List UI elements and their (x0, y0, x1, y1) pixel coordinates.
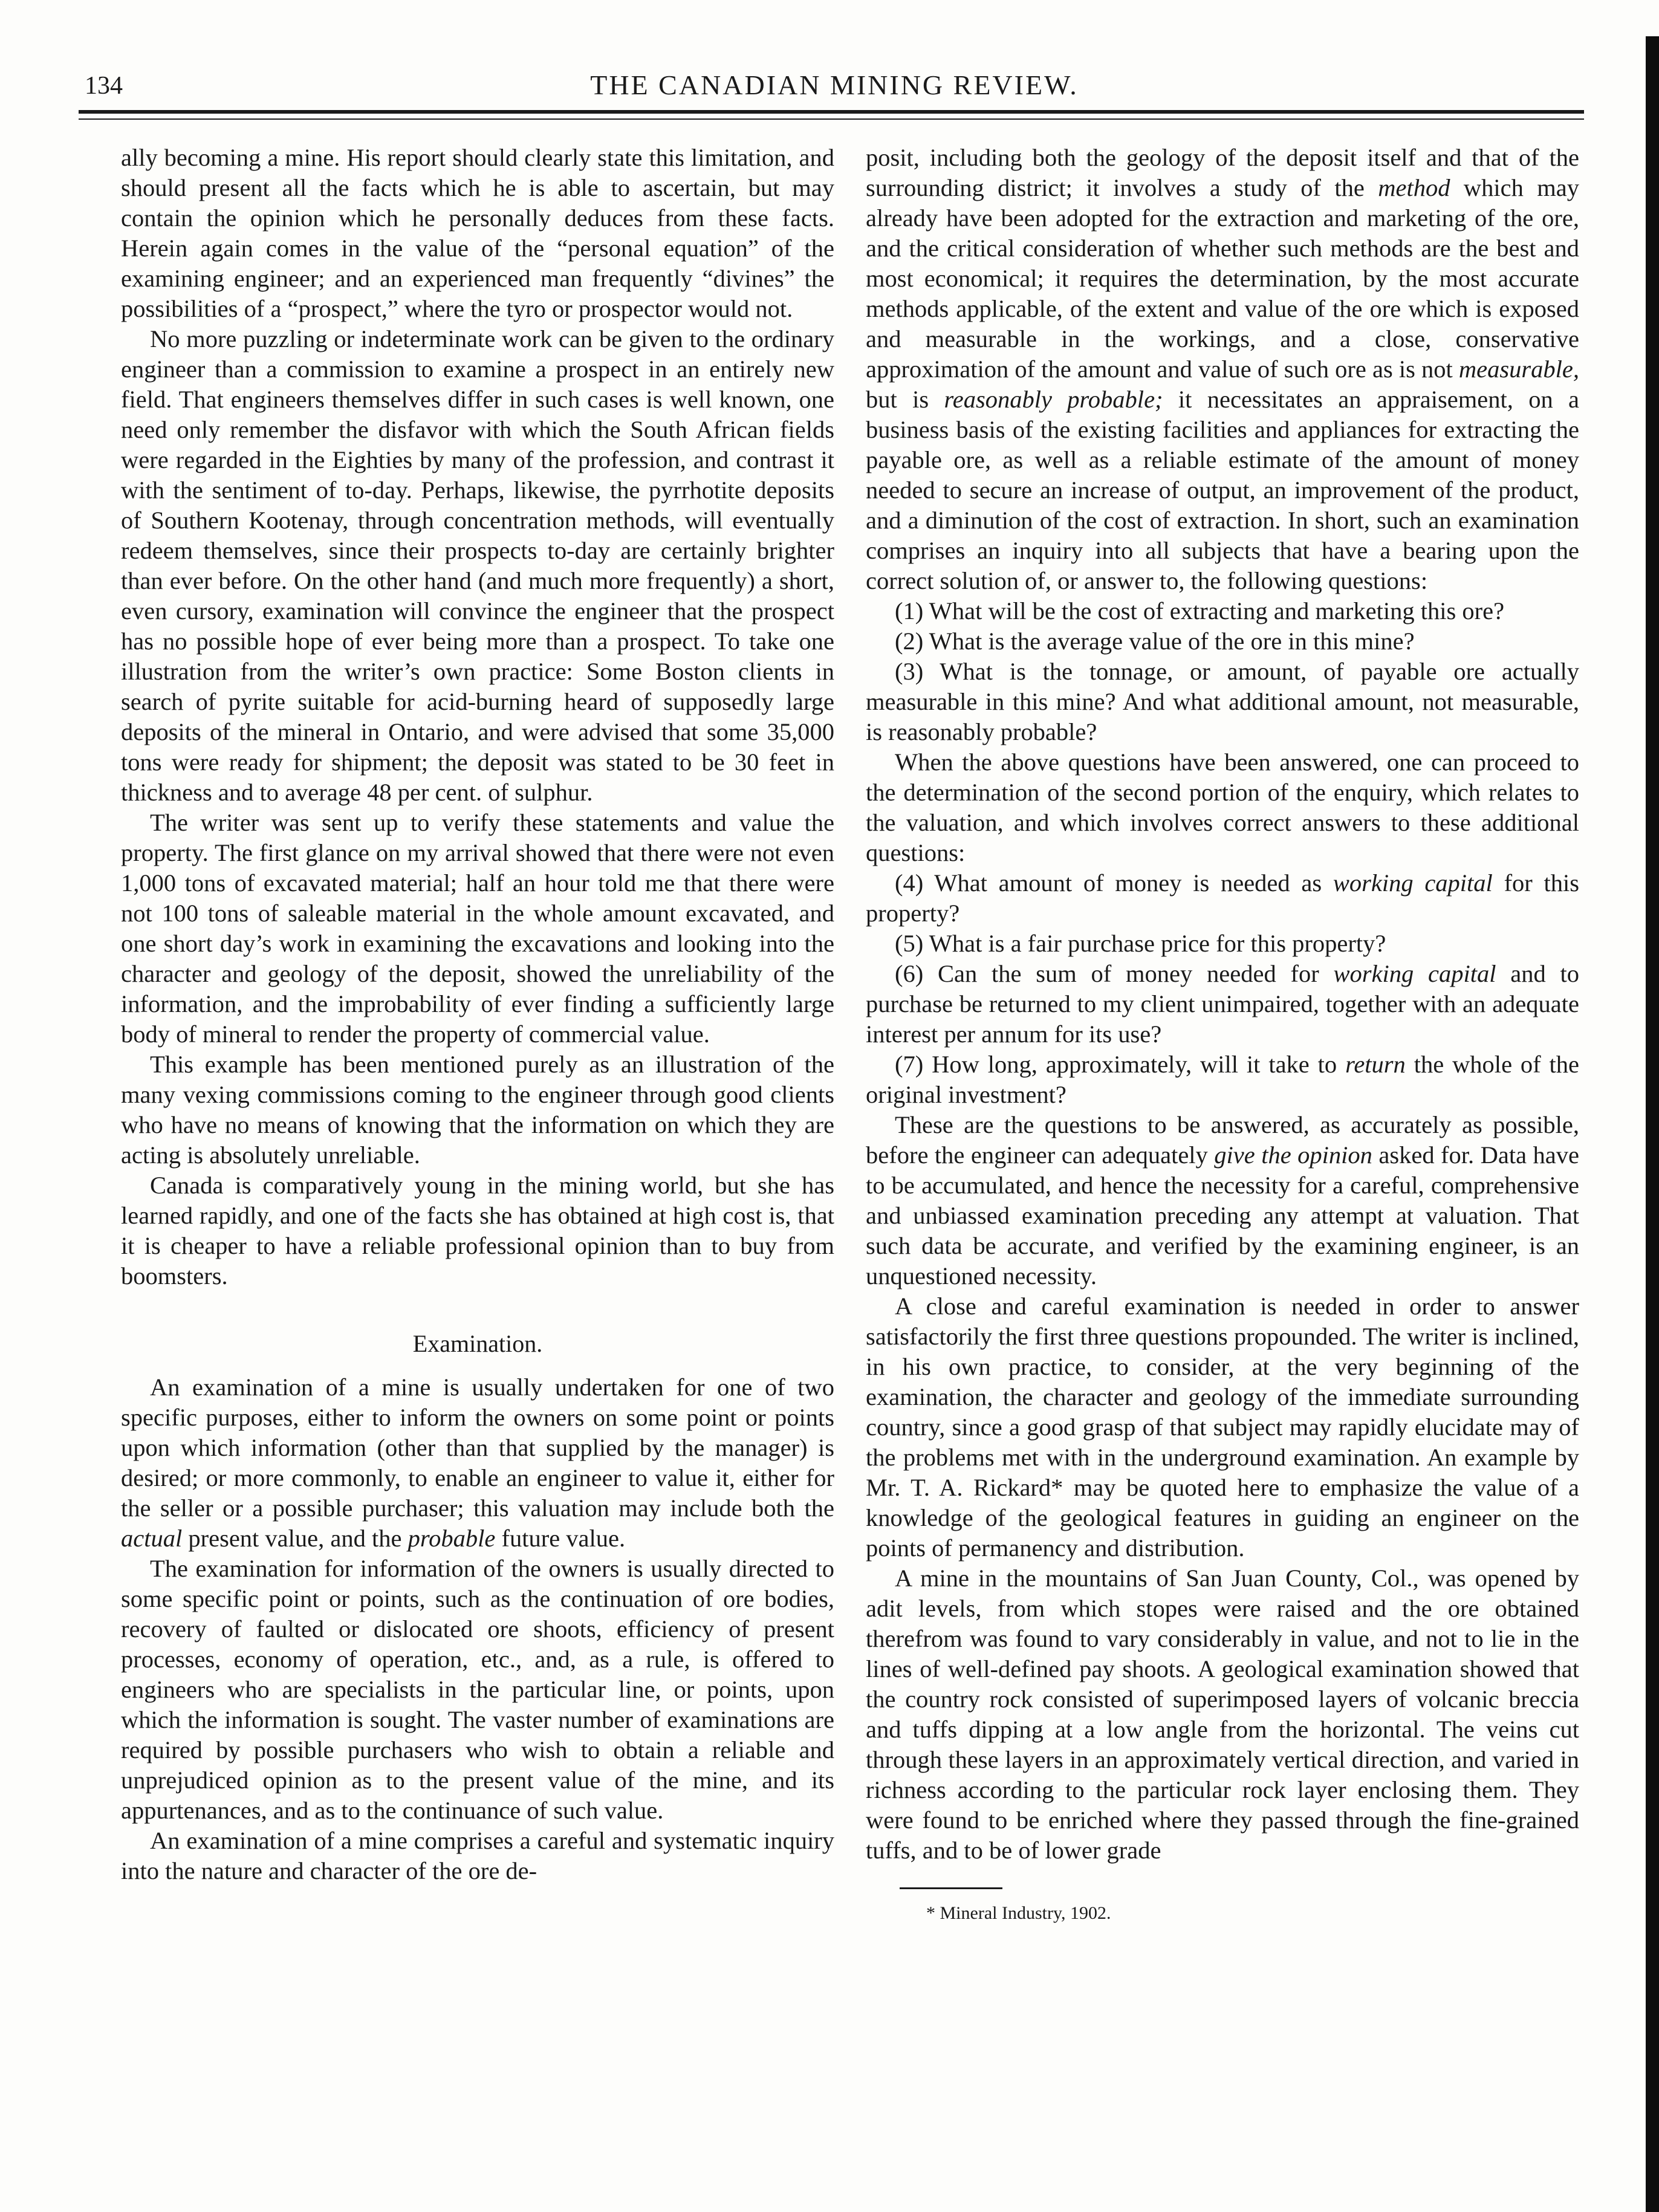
page-number: 134 (85, 72, 123, 100)
paragraph: The writer was sent up to verify these statements and value the property. The first glance on my arrival showed that there were not even 1,000 tons of excavated material; half an hour told me that there were not 100 tons of saleable material in the whole amount excavated, and one short day’s work in examining the excavations and looking into the character and geology of the deposit, showed the unreliability of the information, and the improbability of ever finding a sufficiently large body of mineral to render the property of commercial value. (121, 809, 834, 1048)
footnote: * Mineral Industry, 1902. (926, 1903, 1111, 1923)
paragraph: An examination of a mine comprises a careful and systematic inquiry into the nature and character of the ore de- (121, 1827, 834, 1884)
text-run: which may already have been adopted for the extraction and marketing of the ore, and the critical consideration of whether such methods are the best and most economical; it requires the determination, by the most accurate methods applicable, of the extent and value of the ore which is exposed and measurable in the workings, and a close, conservative approximation of the amount and value of such ore as is not (866, 174, 1579, 383)
text-run: but is (866, 386, 929, 413)
scan-edge-shadow (1646, 36, 1659, 2212)
text-run: it necessitates an appraisement, on a business basis of the existing facilities and appliances for extracting the payable ore, as well as a reliable estimate of the amount of money needed to secure an increase of output, an improvement of the product, and a diminution of the cost of extraction. In short, such an examination comprises an inquiry into all subjects that have a bearing upon the correct solution of, or answer to, the following questions: (866, 386, 1580, 594)
paragraph (121, 1372, 834, 1554)
page-header (79, 65, 1590, 114)
header-rule-thick (79, 110, 1584, 114)
text-run: present value, and the (188, 1525, 402, 1552)
text-run: future value. (501, 1525, 626, 1552)
paragraph: A mine in the mountains of San Juan County, Col., was opened by adit levels, from which stopes were raised and the ore obtained therefrom was found to vary considerably in value, and not to lie in the lines of well-defined pay shoots. A geological examination showed that the country rock consisted of superimposed layers of volcanic breccia and tuffs dipping at a low angle from the horizontal. The veins cut through these layers in an approximately vertical direction, and varied in richness according to the particular rock layer enclosing them. They were found to be enriched where they passed through the fine-grained tuffs, and to be of lower grade (866, 1565, 1579, 1864)
text-run: An examination of a mine is usually undertaken for one of two specific purposes, either to inform the owners on some point or points upon which information (other than that supplied by the manager) is desired; or more commonly, to enable an engineer to value it, either for the seller or a possible purchaser; this valuation may include both the (121, 1374, 834, 1522)
paragraph: Canada is comparatively young in the mining world, but she has learned rapidly, and one of the facts she has obtained at high cost is, that it is cheaper to have a reliable professional opinion than to buy from boomsters. (121, 1172, 834, 1289)
text-run: These are the questions to be answered, as accurately as possible, before the engineer can adequately (866, 1111, 1579, 1169)
paragraph (866, 1110, 1579, 1291)
left-column (121, 143, 834, 1886)
text-run: (7) How long, approximately, will it take to (895, 1051, 1337, 1078)
italic-run: actual (121, 1525, 183, 1552)
section-heading: Examination. (412, 1330, 543, 1357)
paragraph: No more puzzling or indeterminate work can be given to the ordinary engineer than a commission to examine a prospect in an entirely new field. That engineers themselves differ in such cases is well known, one need only remember the disfavor with which the South African fields were regarded in the Eighties by many of the profession, and contrast it with the sentiment of to-day. Perhaps, likewise, the pyrrhotite deposits of Southern Kootenay, through concentration methods, will eventually redeem themselves, since their prospects to-day are certainly brighter than ever before. On the other hand (and much more frequently) a short, even cursory, examination will convince the engineer that the prospect has no possible hope of ever being more than a prospect. To take one illustration from the writer’s own practice: Some Boston clients in search of pyrite suitable for acid-burning heard of supposedly large deposits of the mineral in Ontario, and were advised that some 35,000 tons were ready for shipment; the deposit was stated to be 30 feet in thickness and to average 48 per cent. of sulphur. (121, 325, 834, 806)
italic-run: reasonably probable; (944, 386, 1163, 413)
text-run: asked for. Data have to be accumulated, and hence the necessity for a careful, comprehensive and unbiassed examination preceding any attempt at valuation. That such data be accurate, and verified by the examining engineer, is an unquestioned necessity. (866, 1141, 1580, 1289)
paragraph: A close and careful examination is needed in order to answer satisfactorily the first three questions propounded. The writer is inclined, in his own practice, to consider, at the very beginning of the examination, the character and geology of the immediate surrounding country, since a good grasp of that subject may rapidly elucidate may of the problems met with in the underground examination. An example by Mr. T. A. Rickard* may be quoted here to emphasize the value of a knowledge of the geological features in guiding an engineer on the points of permanency and distribution. (866, 1292, 1579, 1562)
text-run: (6) Can the sum of money needed for (895, 960, 1319, 987)
journal-title: THE CANADIAN MINING REVIEW. (590, 70, 1079, 100)
question-1: (1) What will be the cost of extracting and marketing this ore? (895, 597, 1505, 624)
paragraph: This example has been mentioned purely as an illustration of the many vexing commissions coming to the engineer through good clients who have no means of knowing that the information on which they are acting is absolutely unreliable. (121, 1051, 834, 1169)
text-run: for this property? (866, 869, 1580, 927)
paragraph: ally becoming a mine. His report should clearly state this limitation, and should present all the facts which he is able to ascertain, but may contain the opinion which he personally deduces from these facts. Herein again comes in the value of the “personal equation” of the examining engineer; and an experienced man frequently “divines” the possibilities of a “prospect,” where the tyro or prospector would not. (121, 144, 834, 322)
text-run: the whole of the original investment? (866, 1051, 1580, 1108)
italic-run: method (1378, 174, 1450, 201)
italic-run: probable (407, 1525, 496, 1552)
question-3: (3) What is the tonnage, or amount, of payable ore actually measurable in this mine? And what additional amount, not measurable, is reasonably probable? (866, 658, 1579, 745)
italic-run: return (1345, 1051, 1406, 1078)
italic-run: measurable, (1458, 355, 1579, 383)
text-run: posit, including both the geology of the deposit itself and that of the surrounding district; it involves a study of the (866, 144, 1579, 201)
question-6 (866, 959, 1579, 1049)
paragraph (866, 143, 1579, 596)
header-rule-thin (79, 118, 1584, 120)
italic-run: working capital (1333, 960, 1496, 987)
text-run: and to purchase be returned to my client unimpaired, together with an adequate interest per annum for its use? (866, 960, 1580, 1048)
footnote-rule (900, 1887, 1002, 1889)
text-run: (4) What amount of money is needed as (895, 869, 1322, 897)
paragraph: The examination for information of the owners is usually directed to some specific point or points, such as the continuation of ore bodies, recovery of faulted or dislocated ore shoots, efficiency of present processes, economy of operation, etc., and, as a rule, is offered to engineers who are specialists in the particular line, or points, upon which the information is sought. The vaster number of examinations are required by possible purchasers who wish to obtain a reliable and unprejudiced opinion as to the present value of the mine, and its appurtenances, and as to the continuance of such value. (121, 1555, 834, 1824)
question-4 (866, 868, 1579, 929)
italic-run: give the opinion (1214, 1141, 1372, 1169)
question-7 (866, 1049, 1579, 1110)
right-column (866, 143, 1579, 1925)
italic-run: working capital (1333, 869, 1493, 897)
question-5: (5) What is a fair purchase price for this property? (895, 930, 1386, 957)
question-2: (2) What is the average value of the ore in this mine? (895, 628, 1415, 655)
paragraph: When the above questions have been answered, one can proceed to the determination of the second portion of the enquiry, which relates to the valuation, and which involves correct answers to these additional questions: (866, 748, 1579, 866)
